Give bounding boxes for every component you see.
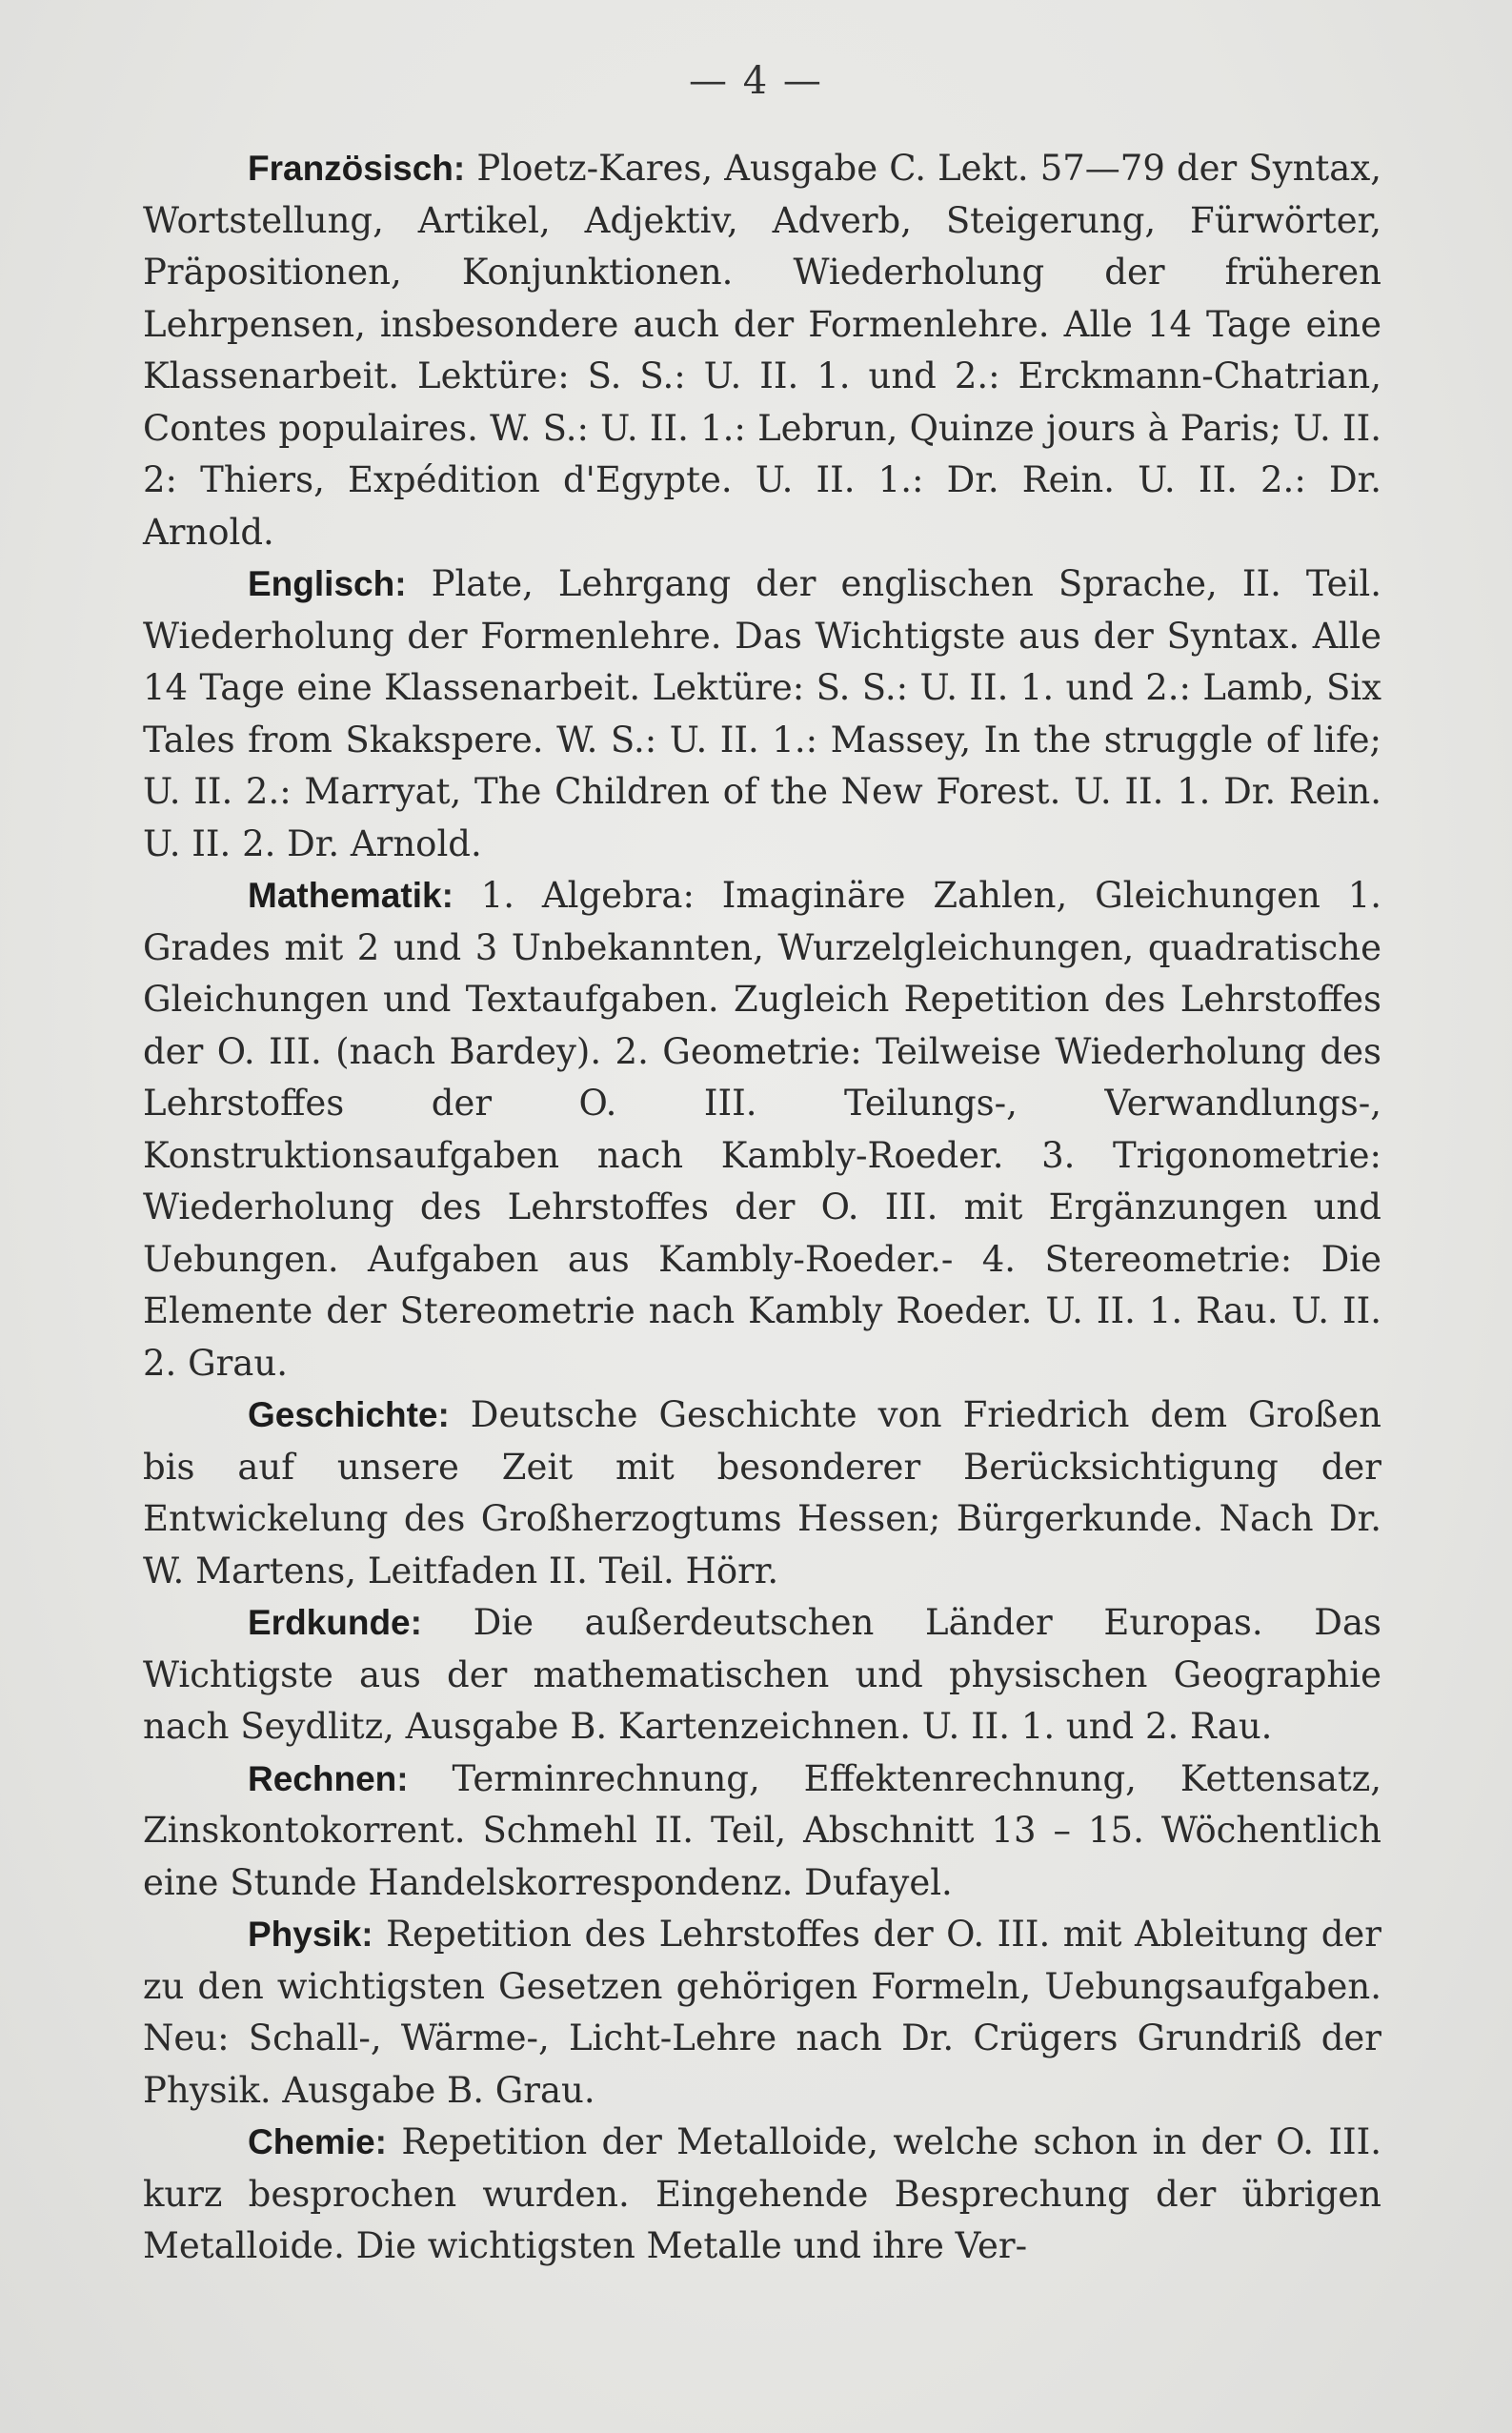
section-englisch bbox=[143, 558, 1381, 870]
heading-separator: : bbox=[410, 1603, 422, 1642]
heading-separator: : bbox=[361, 1915, 373, 1954]
heading-separator: : bbox=[394, 564, 407, 603]
section-text: Plate, Lehrgang der englischen Sprache, II. Teil. Wiederholung der Formenlehre. Das Wichtigste aus der Syntax. Alle 14 Tage eine Klassenarbeit. Lektüre: S. S.: U. II. 1. und 2.: Lamb, Six Tales from Skakspere. W. S.: U. II. 1.: Massey, In the struggle of life; U. II. 2.: Marryat, The Children of the New Forest. U. II. 1. Dr. Rein. U. II. 2. Dr. Arnold. bbox=[143, 563, 1381, 864]
section-franzoesisch bbox=[143, 143, 1381, 558]
section-heading: Mathematik bbox=[248, 876, 442, 915]
section-heading: Englisch bbox=[248, 564, 395, 603]
section-heading: Französisch bbox=[248, 149, 454, 188]
heading-separator: : bbox=[437, 1395, 450, 1434]
section-text: Repetition der Metalloide, welche schon in der O. III. kurz besprochen wurden. Eingehende Besprechung der übrigen Metalloide. Die wichtigsten Metalle und ihre Ver- bbox=[143, 2121, 1382, 2266]
section-geschichte bbox=[143, 1389, 1381, 1597]
section-text: Ploetz-Kares, Ausgabe C. Lekt. 57—79 der Syntax, Wortstellung, Artikel, Adjektiv, Adverb, Steigerung, Fürwörter, Präpositionen, Konjunktionen. Wiederholung der früheren Lehrpensen, insbesondere auch der Formenlehre. Alle 14 Tage eine Klassenarbeit. Lektüre: S. S.: U. II. 1. und 2.: Erckmann-Chatrian, Contes populaires. W. S.: U. II. 1.: Lebrun, Quinze jours à Paris; U. II. 2: Thiers, Expédition d'Egypte. U. II. 1.: Dr. Rein. U. II. 2.: Dr. Arnold. bbox=[143, 148, 1381, 553]
heading-separator: : bbox=[453, 149, 466, 188]
section-heading: Chemie bbox=[248, 2122, 375, 2161]
section-heading: Rechnen bbox=[248, 1758, 397, 1798]
heading-separator: : bbox=[374, 2122, 387, 2161]
section-mathematik bbox=[143, 870, 1381, 1389]
section-text: 1. Algebra: Imaginäre Zahlen, Gleichungen 1. Grades mit 2 und 3 Unbekannten, Wurzelgleichungen, quadratische Gleichungen und Textaufgaben. Zugleich Repetition des Lehrstoffes der O. III. (nach Bardey). 2. Geometrie: Teilweise Wiederholung des Lehrstoffes der O. III. Teilungs-, Verwandlungs-, Konstruktionsaufgaben nach Kambly-Roeder. 3. Trigonometrie: Wiederholung des Lehrstoffes der O. III. mit Ergänzungen und Uebungen. Aufgaben aus Kambly-Roeder.- 4. Stereometrie: Die Elemente der Stereometrie nach Kambly Roeder. U. II. 1. Rau. U. II. 2. Grau. bbox=[143, 875, 1381, 1384]
section-physik bbox=[143, 1909, 1381, 2117]
document-body bbox=[143, 143, 1381, 2273]
section-chemie bbox=[143, 2117, 1381, 2273]
heading-separator: : bbox=[441, 876, 454, 915]
section-heading: Erdkunde bbox=[248, 1603, 411, 1642]
section-text: Deutsche Geschichte von Friedrich dem Großen bis auf unsere Zeit mit besonderer Berücksichtigung der Entwickelung des Großherzogtums Hessen; Bürgerkunde. Nach Dr. W. Martens, Leitfaden II. Teil. Hörr. bbox=[143, 1394, 1381, 1592]
section-text: Terminrechnung, Effektenrechnung, Kettensatz, Zinskontokorrent. Schmehl II. Teil, Abschnitt 13 – 15. Wöchentlich eine Stunde Handelskorrespondenz. Dufayel. bbox=[143, 1757, 1382, 1903]
section-text: Repetition des Lehrstoffes der O. III. mit Ableitung der zu den wichtigsten Gesetzen gehörigen Formeln, Uebungsaufgaben. Neu: Schall-, Wärme-, Licht-Lehre nach Dr. Crügers Grundriß der Physik. Ausgabe B. Grau. bbox=[143, 1914, 1381, 2111]
heading-separator: : bbox=[396, 1758, 409, 1798]
section-heading: Geschichte bbox=[248, 1395, 438, 1434]
section-erdkunde bbox=[143, 1597, 1381, 1754]
section-heading: Physik bbox=[248, 1915, 362, 1954]
section-rechnen bbox=[143, 1754, 1381, 1910]
page-number: — 4 — bbox=[689, 59, 823, 103]
section-text: Die außerdeutschen Länder Europas. Das Wichtigste aus der mathematischen und physischen Geographie nach Seydlitz, Ausgabe B. Kartenzeichnen. U. II. 1. und 2. Rau. bbox=[143, 1602, 1381, 1747]
